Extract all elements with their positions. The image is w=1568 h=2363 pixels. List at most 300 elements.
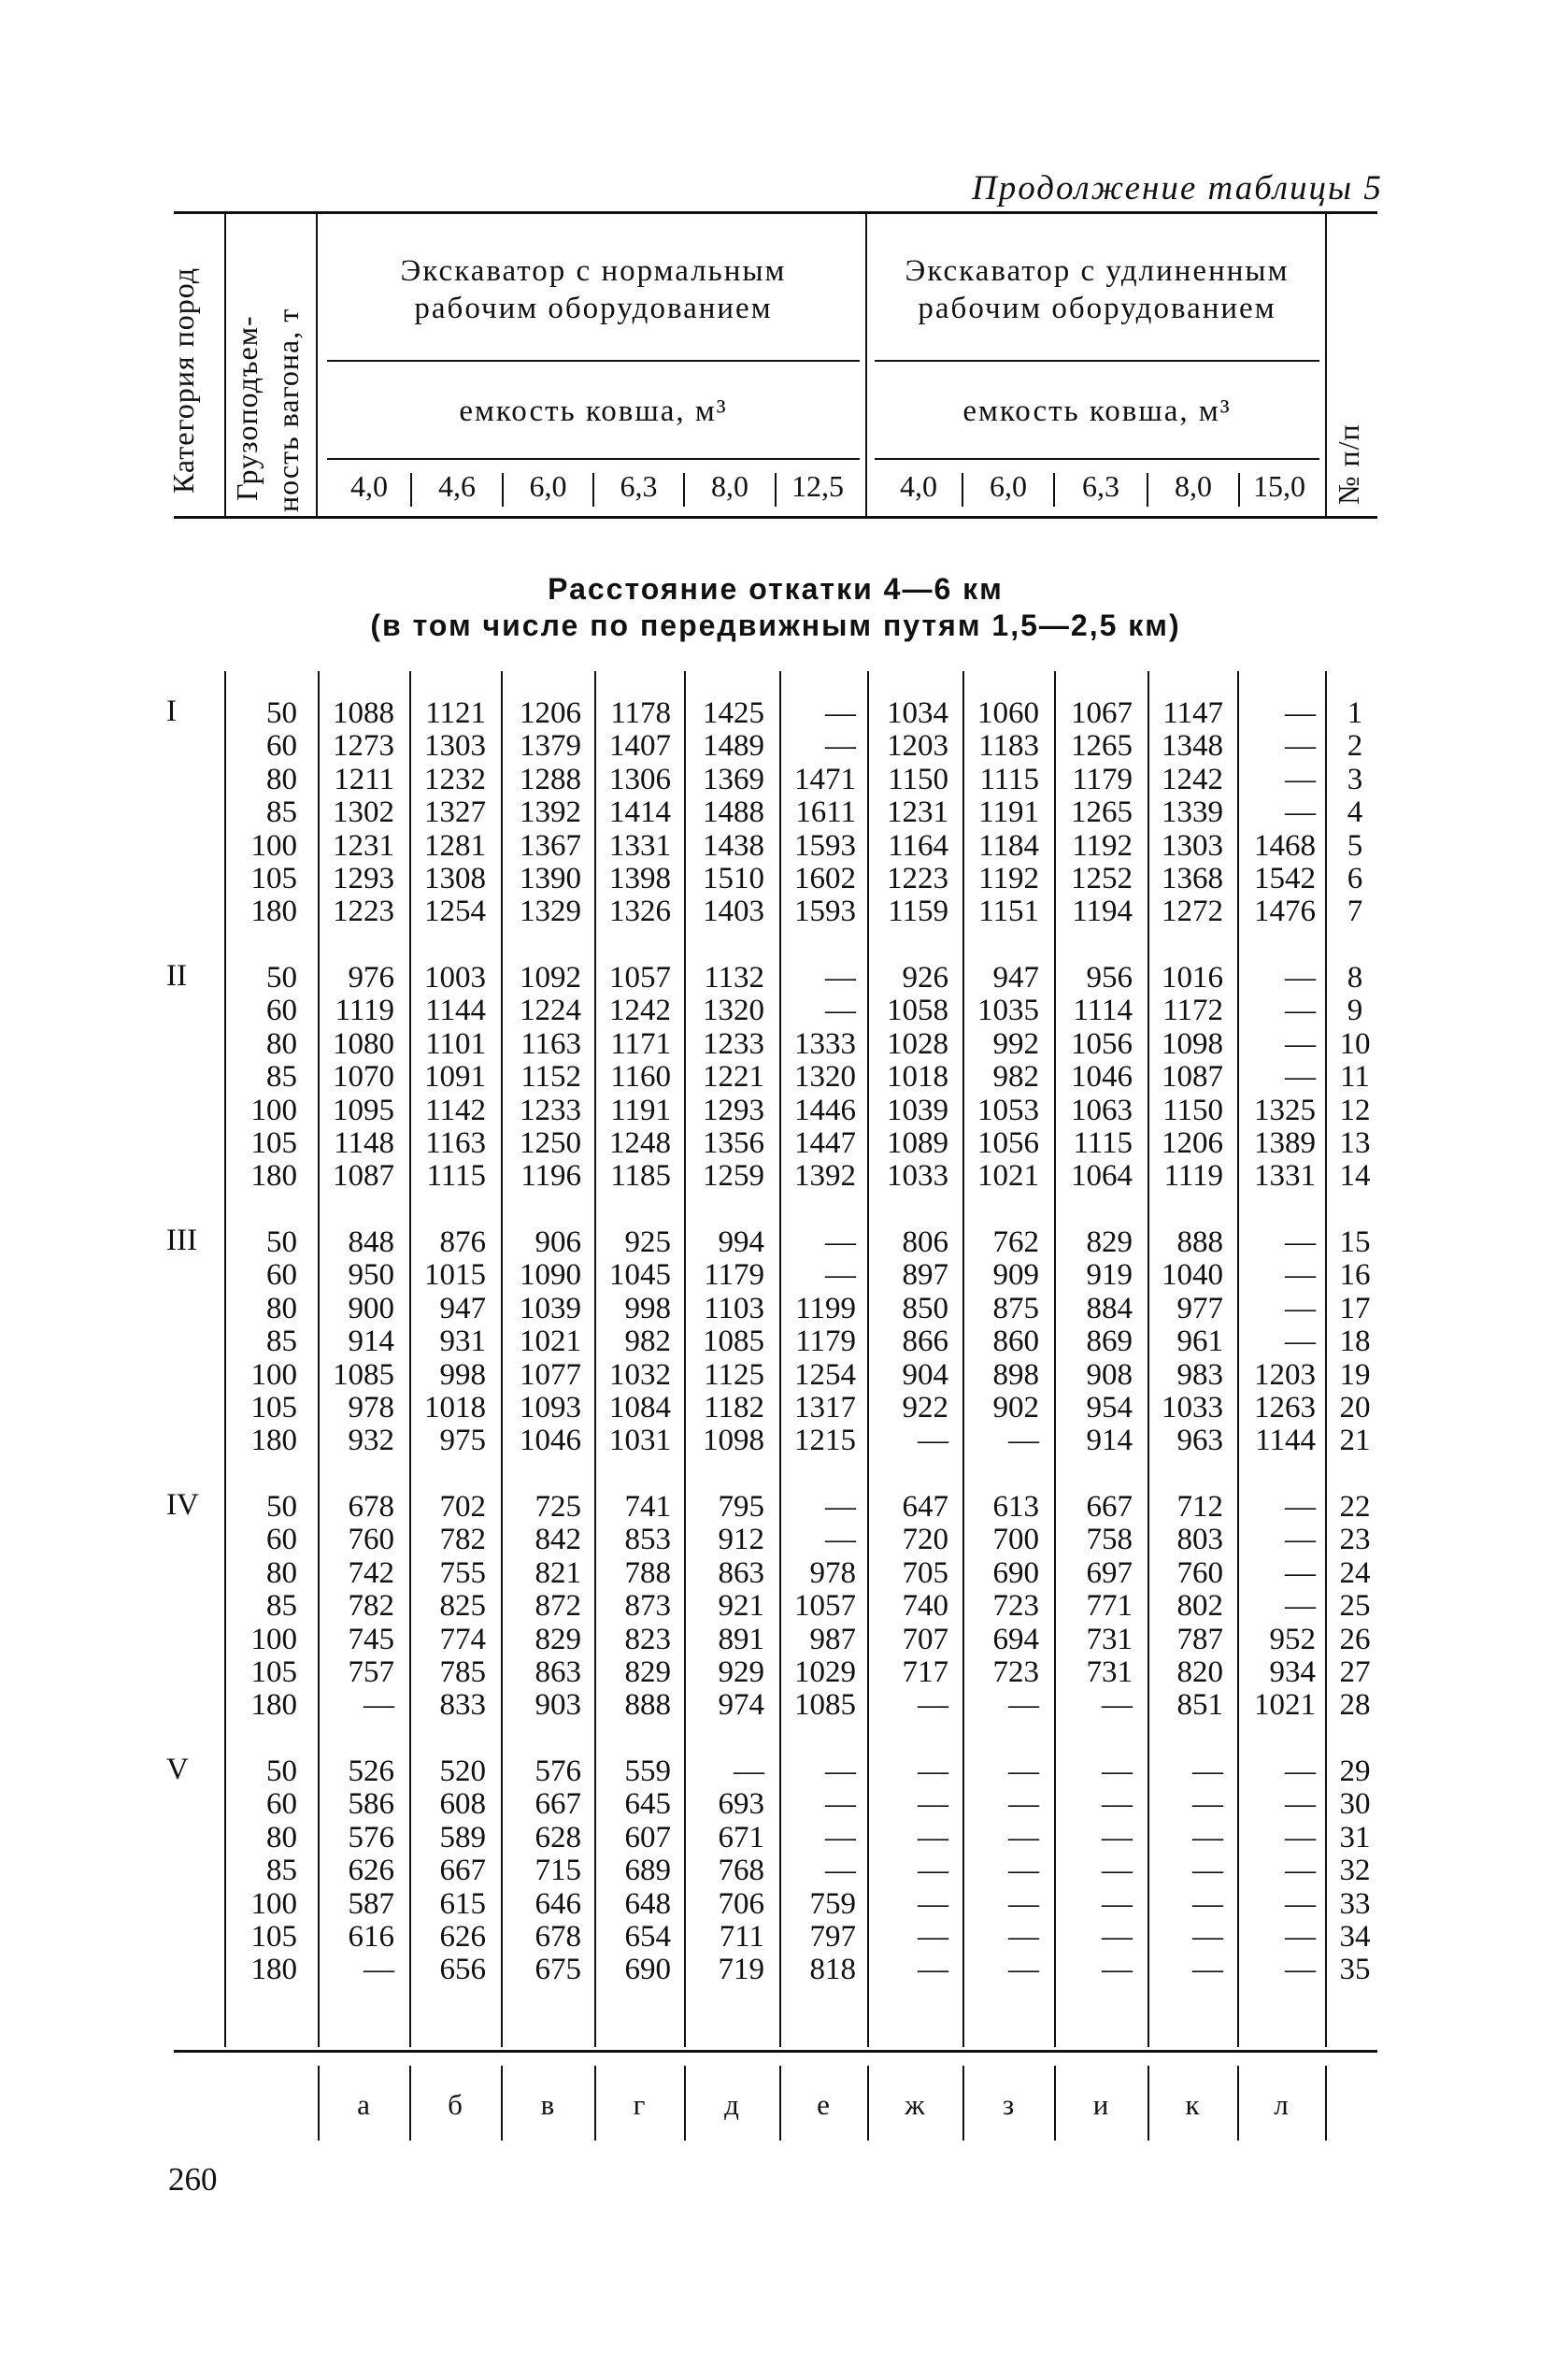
column-letter: д — [724, 2088, 739, 2121]
table-cell: 1446 — [794, 1093, 856, 1127]
table-cell: 925 — [624, 1225, 671, 1259]
table-cell: 1115 — [426, 1159, 486, 1194]
table-cell: 982 — [992, 1060, 1039, 1095]
table-cell: 1080 — [333, 1026, 394, 1061]
table-cell: 1142 — [425, 1093, 486, 1127]
table-cell: — — [1285, 795, 1316, 830]
row-number: 18 — [1339, 1325, 1371, 1359]
table-cell: 1468 — [1254, 828, 1316, 863]
capacity-value: 60 — [266, 729, 297, 764]
table-cell: — — [825, 1523, 856, 1557]
table-cell: 1265 — [1071, 729, 1133, 764]
table-cell: 1369 — [703, 762, 764, 796]
table-cell: 919 — [1086, 1258, 1133, 1293]
table-cell: 1199 — [795, 1291, 856, 1325]
letter-divider — [1147, 2066, 1149, 2141]
table-cell: 860 — [992, 1325, 1039, 1359]
column-letter: б — [448, 2088, 463, 2121]
table-cell: 700 — [992, 1523, 1039, 1557]
table-cell: 1248 — [609, 1126, 671, 1160]
header-sub-rule — [875, 458, 1319, 460]
table-cell: 690 — [624, 1953, 671, 1987]
table-cell: 1163 — [425, 1126, 486, 1160]
table-cell: 1085 — [794, 1688, 856, 1723]
table-cell: — — [1285, 1490, 1316, 1524]
row-number: 28 — [1339, 1688, 1371, 1723]
table-cell: 1164 — [888, 828, 948, 863]
table-cell: — — [1102, 1953, 1133, 1987]
letter-divider — [409, 2066, 411, 2141]
section-title-line1: Расстояние откатки 4—6 км — [548, 572, 1004, 606]
capacity-value: 100 — [250, 1093, 297, 1127]
table-cell: — — [1285, 1854, 1316, 1888]
table-cell: 1090 — [520, 1258, 581, 1293]
table-cell: — — [1102, 1787, 1133, 1822]
capacity-value: 100 — [250, 1886, 297, 1921]
table-cell: — — [1192, 1820, 1223, 1855]
table-cell: 731 — [1086, 1655, 1133, 1689]
table-cell: 1356 — [703, 1126, 764, 1160]
table-cell: 520 — [439, 1754, 486, 1788]
table-cell: 998 — [439, 1357, 486, 1392]
row-number: 24 — [1339, 1555, 1371, 1590]
table-cell: 576 — [348, 1820, 394, 1855]
table-cell: — — [1285, 1325, 1316, 1359]
table-cell: — — [825, 994, 856, 1028]
table-cell: — — [1192, 1754, 1223, 1788]
extended-equipment-title-line2: рабочим оборудованием — [918, 292, 1276, 325]
row-number: 35 — [1339, 1953, 1371, 1987]
row-number: 8 — [1347, 961, 1363, 995]
bucket-size-extended: 15,0 — [1253, 469, 1305, 503]
table-cell: — — [1285, 1523, 1316, 1557]
capacity-value: 85 — [266, 1589, 297, 1624]
table-cell: — — [363, 1688, 394, 1723]
table-cell: 1348 — [1162, 729, 1223, 764]
table-cell: 1115 — [1073, 1126, 1133, 1160]
bucket-divider — [592, 473, 594, 507]
letter-divider — [1237, 2066, 1239, 2141]
table-cell: 1288 — [520, 762, 581, 796]
table-cell: — — [1192, 1920, 1223, 1954]
table-cell: 1242 — [1162, 762, 1223, 796]
table-cell: 974 — [718, 1688, 764, 1723]
table-cell: — — [1008, 1424, 1039, 1458]
table-cell: 876 — [439, 1225, 486, 1259]
table-cell: — — [1285, 1555, 1316, 1590]
number-column-header: № п/п — [1332, 423, 1365, 505]
table-cell: — — [825, 1754, 856, 1788]
table-cell: 1489 — [703, 729, 764, 764]
table-cell: 787 — [1176, 1622, 1223, 1656]
table-cell: — — [1285, 1920, 1316, 1954]
normal-equipment-title-line1: Экскаватор с нормальным — [400, 254, 787, 288]
table-cell: — — [825, 1820, 856, 1855]
table-cell: 1064 — [1071, 1159, 1133, 1194]
extended-equipment-title-line1: Экскаватор с удлиненным — [905, 254, 1290, 288]
bucket-size-normal: 6,0 — [529, 469, 567, 503]
table-cell: 1015 — [424, 1258, 486, 1293]
table-cell: — — [1285, 1820, 1316, 1855]
bucket-capacity-label-extended: емкость ковша, м³ — [962, 394, 1232, 428]
capacity-value: 105 — [250, 1126, 297, 1160]
table-cell: 1231 — [887, 795, 948, 830]
capacity-value: 180 — [250, 1688, 297, 1723]
table-cell: 1223 — [887, 862, 948, 895]
table-cell: 1390 — [520, 862, 581, 895]
category-label: II — [166, 959, 187, 993]
row-number: 19 — [1339, 1357, 1371, 1392]
row-number: 22 — [1339, 1490, 1371, 1524]
table-cell: 1211 — [334, 762, 394, 796]
row-number: 14 — [1339, 1159, 1371, 1194]
column-letter: г — [633, 2088, 646, 2121]
table-cell: — — [1285, 1589, 1316, 1624]
table-cell: — — [1102, 1854, 1133, 1888]
table-cell: 992 — [992, 1026, 1039, 1061]
table-cell: 875 — [992, 1291, 1039, 1325]
table-cell: 934 — [1269, 1655, 1316, 1689]
capacity-value: 60 — [266, 994, 297, 1028]
table-cell: 1303 — [1162, 828, 1223, 863]
row-number: 13 — [1339, 1126, 1371, 1160]
table-cell: 720 — [902, 1523, 948, 1557]
table-cell: 931 — [439, 1325, 486, 1359]
table-cell: 1125 — [704, 1357, 764, 1392]
table-cell: 1029 — [794, 1655, 856, 1689]
capacity-value: 180 — [250, 895, 297, 929]
capacity-value: 180 — [250, 1159, 297, 1194]
table-cell: 977 — [1176, 1291, 1223, 1325]
table-cell: 963 — [1176, 1424, 1223, 1458]
table-cell: — — [1102, 1886, 1133, 1921]
table-cell: 1233 — [703, 1026, 764, 1061]
table-cell: 782 — [439, 1523, 486, 1557]
table-cell: 759 — [809, 1886, 856, 1921]
table-cell: — — [1285, 1026, 1316, 1061]
table-cell: 1232 — [424, 762, 486, 796]
table-cell: 1447 — [794, 1126, 856, 1160]
table-cell: 1331 — [1254, 1159, 1316, 1194]
header-bottom-rule — [174, 516, 1377, 519]
table-cell: 707 — [902, 1622, 948, 1656]
table-cell: 1182 — [704, 1391, 764, 1425]
table-cell: 757 — [348, 1655, 394, 1689]
page-number: 260 — [168, 2161, 218, 2198]
table-cell: 823 — [624, 1622, 671, 1656]
table-cell: — — [1192, 1854, 1223, 1888]
table-cell: 615 — [439, 1886, 486, 1921]
table-cell: — — [1008, 1787, 1039, 1822]
header-sub-rule — [327, 458, 860, 460]
table-cell: 1070 — [333, 1060, 394, 1095]
table-cell: 1367 — [520, 828, 581, 863]
row-number: 33 — [1339, 1886, 1371, 1921]
table-cell: — — [734, 1754, 764, 1788]
category-label: V — [166, 1753, 189, 1786]
table-cell: 842 — [535, 1523, 581, 1557]
table-cell: 898 — [992, 1357, 1039, 1392]
category-label: I — [166, 695, 177, 728]
table-cell: 1021 — [520, 1325, 581, 1359]
bucket-size-normal: 8,0 — [711, 469, 748, 503]
table-cell: 671 — [718, 1820, 764, 1855]
table-cell: 723 — [992, 1655, 1039, 1689]
table-cell: 891 — [718, 1622, 764, 1656]
table-cell: — — [1285, 1953, 1316, 1987]
table-cell: 952 — [1269, 1622, 1316, 1656]
table-cell: — — [918, 1920, 948, 1954]
section-title — [174, 572, 1377, 643]
table-cell: 1254 — [794, 1357, 856, 1392]
column-letter: ж — [905, 2088, 925, 2121]
table-cell: 1067 — [1071, 696, 1133, 730]
row-number: 31 — [1339, 1820, 1371, 1855]
table-cell: 1293 — [703, 1093, 764, 1127]
table-cell: 1183 — [978, 729, 1039, 764]
table-cell: 1403 — [703, 895, 764, 929]
table-cell: 589 — [439, 1820, 486, 1855]
table-cell: 1115 — [979, 762, 1039, 796]
table-cell: 719 — [718, 1953, 764, 1987]
table-cell: 1018 — [887, 1060, 948, 1095]
table-cell: 1021 — [1254, 1688, 1316, 1723]
table-cell: 1206 — [520, 696, 581, 730]
capacity-value: 50 — [266, 1225, 297, 1259]
table-cell: 987 — [809, 1622, 856, 1656]
row-number: 25 — [1339, 1589, 1371, 1624]
letter-divider — [1325, 2066, 1327, 2141]
table-cell: 1033 — [887, 1159, 948, 1194]
table-cell: 1194 — [1072, 895, 1133, 929]
table-cell: — — [918, 1953, 948, 1987]
extended-equipment-title — [875, 252, 1319, 327]
table-cell: 694 — [992, 1622, 1039, 1656]
table-cell: 1320 — [794, 1060, 856, 1095]
table-cell: 1542 — [1254, 862, 1316, 895]
capacity-value: 85 — [266, 1325, 297, 1359]
table-cell: 897 — [902, 1258, 948, 1293]
table-cell: 1018 — [424, 1391, 486, 1425]
table-cell: 782 — [348, 1589, 394, 1624]
table-cell: 1178 — [610, 696, 671, 730]
row-number: 23 — [1339, 1523, 1371, 1557]
table-cell: 1034 — [887, 696, 948, 730]
header-divider — [1325, 213, 1327, 516]
table-cell: 795 — [718, 1490, 764, 1524]
table-cell: 693 — [718, 1787, 764, 1822]
table-cell: 1144 — [1255, 1424, 1316, 1458]
section-title-line2: (в том числе по передвижным путям 1,5—2,5 км) — [370, 609, 1181, 642]
table-cell: — — [1285, 1787, 1316, 1822]
capacity-value: 50 — [266, 1754, 297, 1788]
table-cell: — — [1285, 1291, 1316, 1325]
table-cell: 1172 — [1162, 994, 1223, 1028]
table-cell: 1425 — [703, 696, 764, 730]
row-number: 2 — [1347, 729, 1363, 764]
bucket-divider — [502, 473, 504, 507]
table-cell: 829 — [624, 1655, 671, 1689]
bucket-divider — [683, 473, 685, 507]
table-cell: 1093 — [520, 1391, 581, 1425]
table-cell: — — [1102, 1688, 1133, 1723]
table-cell: 1103 — [704, 1291, 764, 1325]
bucket-size-normal: 6,3 — [620, 469, 658, 503]
column-letter: л — [1274, 2088, 1289, 2121]
table-cell: 1333 — [794, 1026, 856, 1061]
category-label: IV — [166, 1488, 199, 1522]
table-cell: 717 — [902, 1655, 948, 1689]
table-cell: 697 — [1086, 1555, 1133, 1590]
row-number: 26 — [1339, 1622, 1371, 1656]
table-cell: 667 — [535, 1787, 581, 1822]
table-cell: 806 — [902, 1225, 948, 1259]
table-cell: 1191 — [978, 795, 1039, 830]
table-cell: 1021 — [977, 1159, 1039, 1194]
table-cell: 576 — [535, 1754, 581, 1788]
table-cell: 1033 — [1162, 1391, 1223, 1425]
table-cell: 1339 — [1162, 795, 1223, 830]
table-cell: 1088 — [333, 696, 394, 730]
category-column-header: Категория пород — [166, 266, 200, 494]
table-cell: 667 — [1086, 1490, 1133, 1524]
table-cell: 1327 — [424, 795, 486, 830]
column-letter: е — [817, 2088, 830, 2121]
table-cell: 1206 — [1162, 1126, 1223, 1160]
table-cell: — — [918, 1820, 948, 1855]
table-cell: 1039 — [887, 1093, 948, 1127]
table-cell: 1028 — [887, 1026, 948, 1061]
table-cell: 702 — [439, 1490, 486, 1524]
table-cell: 1171 — [610, 1026, 671, 1061]
table-cell: 902 — [992, 1391, 1039, 1425]
table-cell: 647 — [902, 1490, 948, 1524]
bucket-capacity-label-normal: емкость ковша, м³ — [459, 394, 728, 428]
bucket-divider — [962, 473, 963, 507]
continuation-label: Продолжение таблицы 5 — [972, 169, 1383, 208]
table-cell: 1163 — [520, 1026, 581, 1061]
table-cell: 771 — [1086, 1589, 1133, 1624]
table-cell: 848 — [348, 1225, 394, 1259]
table-cell: 1091 — [424, 1060, 486, 1095]
table-cell: — — [1285, 1225, 1316, 1259]
table-cell: 853 — [624, 1523, 671, 1557]
table-cell: 906 — [535, 1225, 581, 1259]
bucket-size-normal: 4,0 — [350, 469, 388, 503]
table-cell: — — [825, 961, 856, 995]
row-number: 1 — [1347, 696, 1363, 730]
table-cell: 715 — [535, 1854, 581, 1888]
table-cell: 888 — [624, 1688, 671, 1723]
capacity-value: 80 — [266, 1291, 297, 1325]
table-cell: 1215 — [794, 1424, 856, 1458]
capacity-value: 180 — [250, 1953, 297, 1987]
table-cell: 1039 — [520, 1291, 581, 1325]
table-cell: — — [1285, 1886, 1316, 1921]
table-cell: — — [825, 1258, 856, 1293]
table-cell: 978 — [809, 1555, 856, 1590]
table-cell: 1510 — [703, 862, 764, 895]
table-cell: 1179 — [704, 1258, 764, 1293]
category-label: III — [166, 1224, 197, 1257]
table-cell: 1053 — [977, 1093, 1039, 1127]
table-cell: 705 — [902, 1555, 948, 1590]
table-cell: 768 — [718, 1854, 764, 1888]
table-cell: 803 — [1176, 1523, 1223, 1557]
table-cell: 1063 — [1071, 1093, 1133, 1127]
table-cell: 755 — [439, 1555, 486, 1590]
table-cell: — — [1285, 696, 1316, 730]
table-cell: 829 — [1086, 1225, 1133, 1259]
table-cell: 648 — [624, 1886, 671, 1921]
row-number: 4 — [1347, 795, 1363, 830]
table-cell: 526 — [348, 1754, 394, 1788]
table-cell: 1224 — [520, 994, 581, 1028]
normal-equipment-title-line2: рабочим оборудованием — [414, 292, 773, 325]
table-cell: 1092 — [520, 961, 581, 995]
table-cell: — — [918, 1754, 948, 1788]
table-cell: 675 — [535, 1953, 581, 1987]
table-cell: 1379 — [520, 729, 581, 764]
capacity-value: 80 — [266, 1555, 297, 1590]
table-cell: 1060 — [977, 696, 1039, 730]
letter-divider — [779, 2066, 781, 2141]
table-cell: 587 — [348, 1886, 394, 1921]
table-cell: 586 — [348, 1787, 394, 1822]
letter-divider — [684, 2066, 686, 2141]
row-number: 6 — [1347, 862, 1363, 895]
table-cell: 1223 — [333, 895, 394, 929]
table-cell: 654 — [624, 1920, 671, 1954]
table-cell: 1317 — [794, 1391, 856, 1425]
table-cell: 1407 — [609, 729, 671, 764]
capacity-value: 105 — [250, 862, 297, 895]
capacity-value: 60 — [266, 1258, 297, 1293]
table-cell: 1242 — [609, 994, 671, 1028]
table-cell: 1250 — [520, 1126, 581, 1160]
table-cell: 1593 — [794, 895, 856, 929]
table-cell: 998 — [624, 1291, 671, 1325]
capacity-value: 80 — [266, 762, 297, 796]
capacity-value: 80 — [266, 1026, 297, 1061]
capacity-value: 100 — [250, 1357, 297, 1392]
letter-divider — [501, 2066, 503, 2141]
capacity-value: 85 — [266, 795, 297, 830]
table-cell: 1144 — [425, 994, 486, 1028]
table-cell: 1368 — [1162, 862, 1223, 895]
table-cell: 1398 — [609, 862, 671, 895]
row-number: 30 — [1339, 1787, 1371, 1822]
table-cell: 921 — [718, 1589, 764, 1624]
table-cell: 1098 — [703, 1424, 764, 1458]
table-cell: — — [825, 1490, 856, 1524]
table-cell: 1095 — [333, 1093, 394, 1127]
table-cell: 947 — [439, 1291, 486, 1325]
table-cell: — — [918, 1424, 948, 1458]
table-cell: — — [1008, 1920, 1039, 1954]
capacity-value: 85 — [266, 1060, 297, 1095]
table-cell: 1084 — [609, 1391, 671, 1425]
table-cell: 1057 — [794, 1589, 856, 1624]
table-cell: 1016 — [1162, 961, 1223, 995]
table-cell: 1085 — [333, 1357, 394, 1392]
table-cell: 723 — [992, 1589, 1039, 1624]
table-cell: 1085 — [703, 1325, 764, 1359]
row-number: 17 — [1339, 1291, 1371, 1325]
bucket-divider — [1053, 473, 1055, 507]
table-cell: 1150 — [1162, 1093, 1223, 1127]
column-letter: и — [1092, 2088, 1109, 2121]
